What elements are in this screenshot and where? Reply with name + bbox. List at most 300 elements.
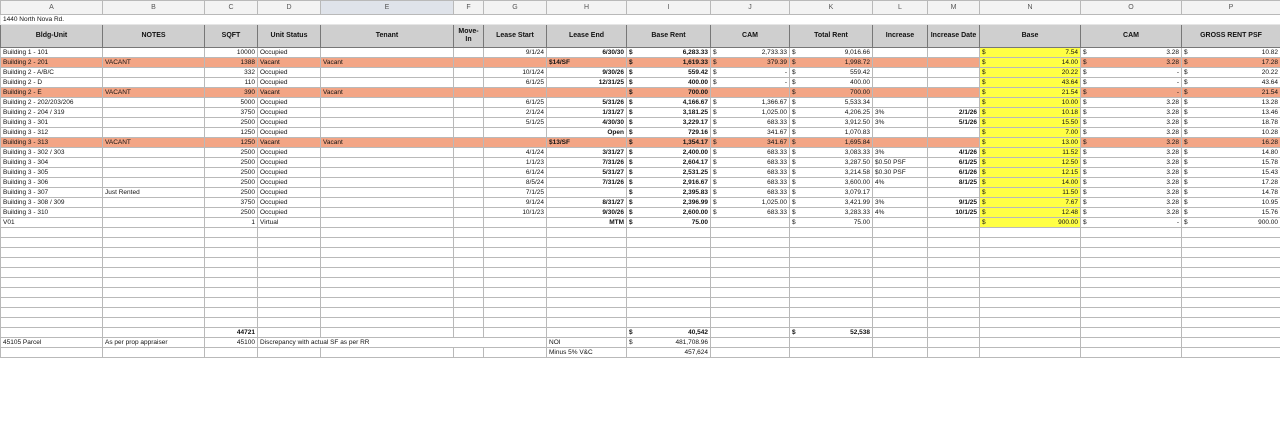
column-header[interactable]: CAM xyxy=(711,25,790,48)
unit-cell[interactable]: Building 3 - 306 xyxy=(1,178,103,188)
empty-cell[interactable] xyxy=(1081,348,1182,358)
empty-cell[interactable] xyxy=(711,288,790,298)
sqft-cell[interactable]: 332 xyxy=(205,68,258,78)
empty-cell[interactable] xyxy=(873,248,928,258)
empty-cell[interactable] xyxy=(258,258,321,268)
empty-cell[interactable] xyxy=(928,288,980,298)
column-header[interactable]: Base Rent xyxy=(627,25,711,48)
psf-cam-cell[interactable] xyxy=(1081,58,1182,68)
increase-cell[interactable]: $0.50 PSF xyxy=(873,158,928,168)
empty-cell[interactable] xyxy=(627,308,711,318)
lease-start-cell[interactable]: 1/1/23 xyxy=(484,158,547,168)
lease-end-cell[interactable]: 5/31/26 xyxy=(547,98,627,108)
sqft-cell[interactable]: 2500 xyxy=(205,168,258,178)
status-cell[interactable]: Vacant xyxy=(258,138,321,148)
status-cell[interactable]: Virtual xyxy=(258,218,321,228)
empty-cell[interactable] xyxy=(1182,228,1280,238)
column-header[interactable]: Bldg-Unit xyxy=(1,25,103,48)
minus-label-cell[interactable]: Minus 5% V&C xyxy=(547,348,627,358)
property-title[interactable]: 1440 North Nova Rd. xyxy=(1,15,1280,25)
increase-cell[interactable]: 3% xyxy=(873,148,928,158)
empty-cell[interactable] xyxy=(454,268,484,278)
psf-base-cell[interactable] xyxy=(980,188,1081,198)
psf-cam-cell[interactable] xyxy=(1081,98,1182,108)
psf-cam-cell[interactable] xyxy=(1081,148,1182,158)
column-letter-g[interactable]: G xyxy=(484,1,547,15)
lease-start-cell[interactable]: 6/1/24 xyxy=(484,168,547,178)
psf-base-cell[interactable] xyxy=(980,48,1081,58)
appraiser-sqft-cell[interactable]: 45100 xyxy=(205,338,258,348)
empty-cell[interactable] xyxy=(1081,278,1182,288)
increase-date-cell[interactable] xyxy=(928,48,980,58)
lease-start-cell[interactable]: 10/1/24 xyxy=(484,68,547,78)
psf-base-cell[interactable] xyxy=(980,98,1081,108)
sqft-cell[interactable]: 110 xyxy=(205,78,258,88)
status-cell[interactable]: Occupied xyxy=(258,188,321,198)
notes-cell[interactable] xyxy=(103,218,205,228)
column-letter-o[interactable]: O xyxy=(1081,1,1182,15)
sqft-cell[interactable]: 390 xyxy=(205,88,258,98)
increase-cell[interactable]: $0.30 PSF xyxy=(873,168,928,178)
empty-cell[interactable] xyxy=(1182,298,1280,308)
increase-date-cell[interactable]: 6/1/25 xyxy=(928,158,980,168)
empty-cell[interactable] xyxy=(258,318,321,328)
total-rent-cell[interactable] xyxy=(790,58,873,68)
empty-cell[interactable] xyxy=(627,228,711,238)
lease-start-cell[interactable]: 5/1/25 xyxy=(484,118,547,128)
increase-cell[interactable] xyxy=(873,68,928,78)
cam-cell[interactable] xyxy=(711,78,790,88)
empty-cell[interactable] xyxy=(1081,288,1182,298)
cam-cell[interactable] xyxy=(711,128,790,138)
tenant-cell[interactable]: Vacant xyxy=(321,88,454,98)
column-header[interactable]: Increase Date xyxy=(928,25,980,48)
lease-start-cell[interactable] xyxy=(484,58,547,68)
notes-cell[interactable] xyxy=(103,148,205,158)
empty-cell[interactable] xyxy=(484,328,547,338)
cam-cell[interactable] xyxy=(711,188,790,198)
lease-end-cell[interactable]: 3/31/27 xyxy=(547,148,627,158)
empty-cell[interactable] xyxy=(928,298,980,308)
empty-cell[interactable] xyxy=(103,238,205,248)
empty-cell[interactable] xyxy=(711,298,790,308)
empty-cell[interactable] xyxy=(928,248,980,258)
sqft-cell[interactable]: 2500 xyxy=(205,178,258,188)
move-in-cell[interactable] xyxy=(454,68,484,78)
empty-cell[interactable] xyxy=(928,258,980,268)
cam-cell[interactable] xyxy=(711,68,790,78)
total-rent-cell[interactable] xyxy=(790,148,873,158)
column-letter-e[interactable]: E xyxy=(321,1,454,15)
empty-cell[interactable] xyxy=(790,268,873,278)
empty-cell[interactable] xyxy=(103,328,205,338)
tenant-cell[interactable]: Vacant xyxy=(321,138,454,148)
empty-cell[interactable] xyxy=(321,348,454,358)
empty-cell[interactable] xyxy=(1081,338,1182,348)
gross-psf-cell[interactable] xyxy=(1182,218,1280,228)
lease-end-cell[interactable]: $14/SF xyxy=(547,58,627,68)
lease-start-cell[interactable]: 10/1/23 xyxy=(484,208,547,218)
status-cell[interactable]: Occupied xyxy=(258,108,321,118)
status-cell[interactable]: Occupied xyxy=(258,168,321,178)
lease-end-cell[interactable]: $13/SF xyxy=(547,138,627,148)
lease-end-cell[interactable]: 12/31/25 xyxy=(547,78,627,88)
lease-end-cell[interactable] xyxy=(547,88,627,98)
move-in-cell[interactable] xyxy=(454,168,484,178)
psf-base-cell[interactable] xyxy=(980,118,1081,128)
lease-end-cell[interactable]: 7/31/26 xyxy=(547,158,627,168)
cam-cell[interactable] xyxy=(711,88,790,98)
increase-cell[interactable]: 3% xyxy=(873,198,928,208)
lease-end-cell[interactable]: 4/30/30 xyxy=(547,118,627,128)
empty-cell[interactable] xyxy=(205,238,258,248)
unit-cell[interactable]: Building 3 - 305 xyxy=(1,168,103,178)
psf-cam-cell[interactable] xyxy=(1081,168,1182,178)
empty-cell[interactable] xyxy=(547,298,627,308)
empty-cell[interactable] xyxy=(454,278,484,288)
lease-end-cell[interactable]: 1/31/27 xyxy=(547,108,627,118)
base-rent-cell[interactable] xyxy=(627,198,711,208)
move-in-cell[interactable] xyxy=(454,118,484,128)
empty-cell[interactable] xyxy=(547,268,627,278)
psf-cam-cell[interactable] xyxy=(1081,68,1182,78)
increase-cell[interactable]: 3% xyxy=(873,118,928,128)
empty-cell[interactable] xyxy=(980,248,1081,258)
empty-cell[interactable] xyxy=(1081,298,1182,308)
increase-date-cell[interactable] xyxy=(928,188,980,198)
move-in-cell[interactable] xyxy=(454,88,484,98)
lease-start-cell[interactable]: 2/1/24 xyxy=(484,108,547,118)
psf-cam-cell[interactable] xyxy=(1081,138,1182,148)
psf-cam-cell[interactable] xyxy=(1081,118,1182,128)
lease-start-cell[interactable]: 7/1/25 xyxy=(484,188,547,198)
lease-start-cell[interactable]: 9/1/24 xyxy=(484,48,547,58)
sqft-cell[interactable]: 2500 xyxy=(205,158,258,168)
psf-base-cell[interactable] xyxy=(980,88,1081,98)
total-base-rent-cell[interactable] xyxy=(627,328,711,338)
psf-cam-cell[interactable] xyxy=(1081,158,1182,168)
cam-cell[interactable] xyxy=(711,138,790,148)
empty-cell[interactable] xyxy=(873,278,928,288)
empty-cell[interactable] xyxy=(980,278,1081,288)
empty-cell[interactable] xyxy=(980,228,1081,238)
tenant-cell[interactable] xyxy=(321,148,454,158)
empty-cell[interactable] xyxy=(1,308,103,318)
unit-cell[interactable]: Building 2 - E xyxy=(1,88,103,98)
empty-cell[interactable] xyxy=(1,288,103,298)
move-in-cell[interactable] xyxy=(454,148,484,158)
empty-cell[interactable] xyxy=(484,348,547,358)
unit-cell[interactable]: Building 3 - 302 / 303 xyxy=(1,148,103,158)
psf-base-cell[interactable] xyxy=(980,68,1081,78)
cam-cell[interactable] xyxy=(711,178,790,188)
empty-cell[interactable] xyxy=(1182,348,1280,358)
notes-cell[interactable] xyxy=(103,48,205,58)
empty-cell[interactable] xyxy=(928,348,980,358)
increase-cell[interactable] xyxy=(873,128,928,138)
parcel-label-cell[interactable]: 45105 Parcel xyxy=(1,338,103,348)
column-letter-h[interactable]: H xyxy=(547,1,627,15)
total-rent-cell[interactable] xyxy=(790,178,873,188)
total-rent-cell[interactable] xyxy=(790,208,873,218)
empty-cell[interactable] xyxy=(454,328,484,338)
empty-cell[interactable] xyxy=(205,248,258,258)
empty-cell[interactable] xyxy=(873,328,928,338)
empty-cell[interactable] xyxy=(1182,268,1280,278)
empty-cell[interactable] xyxy=(980,328,1081,338)
move-in-cell[interactable] xyxy=(454,98,484,108)
empty-cell[interactable] xyxy=(547,288,627,298)
increase-cell[interactable] xyxy=(873,48,928,58)
notes-cell[interactable] xyxy=(103,118,205,128)
empty-cell[interactable] xyxy=(454,258,484,268)
increase-cell[interactable] xyxy=(873,88,928,98)
tenant-cell[interactable]: Vacant xyxy=(321,58,454,68)
empty-cell[interactable] xyxy=(928,228,980,238)
noi-label-cell[interactable]: NOI xyxy=(547,338,627,348)
increase-date-cell[interactable]: 8/1/25 xyxy=(928,178,980,188)
move-in-cell[interactable] xyxy=(454,78,484,88)
increase-date-cell[interactable] xyxy=(928,68,980,78)
empty-cell[interactable] xyxy=(711,268,790,278)
sqft-cell[interactable]: 1250 xyxy=(205,128,258,138)
empty-cell[interactable] xyxy=(547,318,627,328)
empty-cell[interactable] xyxy=(1081,248,1182,258)
empty-cell[interactable] xyxy=(873,268,928,278)
empty-cell[interactable] xyxy=(205,318,258,328)
empty-cell[interactable] xyxy=(321,318,454,328)
empty-cell[interactable] xyxy=(547,238,627,248)
gross-psf-cell[interactable] xyxy=(1182,128,1280,138)
tenant-cell[interactable] xyxy=(321,188,454,198)
gross-psf-cell[interactable] xyxy=(1182,188,1280,198)
empty-cell[interactable] xyxy=(873,338,928,348)
sqft-cell[interactable]: 10000 xyxy=(205,48,258,58)
tenant-cell[interactable] xyxy=(321,98,454,108)
empty-cell[interactable] xyxy=(790,228,873,238)
empty-cell[interactable] xyxy=(454,318,484,328)
cam-cell[interactable] xyxy=(711,208,790,218)
empty-cell[interactable] xyxy=(928,238,980,248)
empty-cell[interactable] xyxy=(790,308,873,318)
empty-cell[interactable] xyxy=(1081,328,1182,338)
column-letter-i[interactable]: I xyxy=(627,1,711,15)
empty-cell[interactable] xyxy=(454,348,484,358)
empty-cell[interactable] xyxy=(873,228,928,238)
psf-cam-cell[interactable] xyxy=(1081,218,1182,228)
empty-cell[interactable] xyxy=(1,328,103,338)
empty-cell[interactable] xyxy=(205,228,258,238)
gross-psf-cell[interactable] xyxy=(1182,138,1280,148)
empty-cell[interactable] xyxy=(873,238,928,248)
total-rent-cell[interactable] xyxy=(790,158,873,168)
notes-cell[interactable]: Just Rented xyxy=(103,188,205,198)
column-letter-l[interactable]: L xyxy=(873,1,928,15)
empty-cell[interactable] xyxy=(484,268,547,278)
move-in-cell[interactable] xyxy=(454,58,484,68)
column-header[interactable]: Tenant xyxy=(321,25,454,48)
empty-cell[interactable] xyxy=(321,258,454,268)
empty-cell[interactable] xyxy=(547,258,627,268)
empty-cell[interactable] xyxy=(321,288,454,298)
notes-cell[interactable] xyxy=(103,158,205,168)
empty-cell[interactable] xyxy=(980,298,1081,308)
empty-cell[interactable] xyxy=(454,298,484,308)
lease-end-cell[interactable] xyxy=(547,188,627,198)
increase-date-cell[interactable] xyxy=(928,88,980,98)
gross-psf-cell[interactable] xyxy=(1182,78,1280,88)
empty-cell[interactable] xyxy=(1,318,103,328)
lease-start-cell[interactable]: 4/1/24 xyxy=(484,148,547,158)
gross-psf-cell[interactable] xyxy=(1182,118,1280,128)
empty-cell[interactable] xyxy=(484,288,547,298)
base-rent-cell[interactable] xyxy=(627,118,711,128)
empty-cell[interactable] xyxy=(484,298,547,308)
total-rent-cell[interactable] xyxy=(790,68,873,78)
empty-cell[interactable] xyxy=(1,348,103,358)
empty-cell[interactable] xyxy=(258,248,321,258)
empty-cell[interactable] xyxy=(1,268,103,278)
empty-cell[interactable] xyxy=(1182,308,1280,318)
status-cell[interactable]: Occupied xyxy=(258,78,321,88)
increase-date-cell[interactable] xyxy=(928,138,980,148)
cam-cell[interactable] xyxy=(711,198,790,208)
empty-cell[interactable] xyxy=(1081,238,1182,248)
psf-base-cell[interactable] xyxy=(980,108,1081,118)
total-rent-cell[interactable] xyxy=(790,198,873,208)
lease-start-cell[interactable]: 8/5/24 xyxy=(484,178,547,188)
status-cell[interactable]: Occupied xyxy=(258,208,321,218)
psf-base-cell[interactable] xyxy=(980,78,1081,88)
lease-start-cell[interactable] xyxy=(484,138,547,148)
empty-cell[interactable] xyxy=(790,258,873,268)
base-rent-cell[interactable] xyxy=(627,148,711,158)
empty-cell[interactable] xyxy=(1182,338,1280,348)
empty-cell[interactable] xyxy=(1,248,103,258)
increase-cell[interactable] xyxy=(873,218,928,228)
psf-cam-cell[interactable] xyxy=(1081,208,1182,218)
column-letter-d[interactable]: D xyxy=(258,1,321,15)
empty-cell[interactable] xyxy=(103,278,205,288)
empty-cell[interactable] xyxy=(258,288,321,298)
empty-cell[interactable] xyxy=(928,338,980,348)
increase-date-cell[interactable] xyxy=(928,58,980,68)
unit-cell[interactable]: V01 xyxy=(1,218,103,228)
empty-cell[interactable] xyxy=(547,328,627,338)
gross-psf-cell[interactable] xyxy=(1182,158,1280,168)
status-cell[interactable]: Occupied xyxy=(258,178,321,188)
increase-date-cell[interactable] xyxy=(928,98,980,108)
column-letter-a[interactable]: A xyxy=(1,1,103,15)
empty-cell[interactable] xyxy=(103,348,205,358)
empty-cell[interactable] xyxy=(205,308,258,318)
base-rent-cell[interactable] xyxy=(627,78,711,88)
empty-cell[interactable] xyxy=(258,238,321,248)
empty-cell[interactable] xyxy=(258,348,321,358)
notes-cell[interactable] xyxy=(103,108,205,118)
empty-cell[interactable] xyxy=(454,308,484,318)
empty-cell[interactable] xyxy=(928,308,980,318)
increase-date-cell[interactable]: 6/1/26 xyxy=(928,168,980,178)
empty-cell[interactable] xyxy=(790,238,873,248)
empty-cell[interactable] xyxy=(205,278,258,288)
column-header[interactable]: Move-In xyxy=(454,25,484,48)
increase-cell[interactable] xyxy=(873,78,928,88)
cam-cell[interactable] xyxy=(711,48,790,58)
gross-psf-cell[interactable] xyxy=(1182,148,1280,158)
empty-cell[interactable] xyxy=(484,238,547,248)
empty-cell[interactable] xyxy=(321,298,454,308)
increase-date-cell[interactable]: 5/1/26 xyxy=(928,118,980,128)
column-letter-j[interactable]: J xyxy=(711,1,790,15)
column-letter-b[interactable]: B xyxy=(103,1,205,15)
empty-cell[interactable] xyxy=(1081,258,1182,268)
empty-cell[interactable] xyxy=(873,348,928,358)
empty-cell[interactable] xyxy=(711,248,790,258)
gross-psf-cell[interactable] xyxy=(1182,98,1280,108)
column-letter-f[interactable]: F xyxy=(454,1,484,15)
empty-cell[interactable] xyxy=(205,258,258,268)
empty-cell[interactable] xyxy=(980,268,1081,278)
empty-cell[interactable] xyxy=(258,228,321,238)
sqft-cell[interactable]: 1250 xyxy=(205,138,258,148)
empty-cell[interactable] xyxy=(103,298,205,308)
increase-cell[interactable]: 4% xyxy=(873,208,928,218)
base-rent-cell[interactable] xyxy=(627,158,711,168)
empty-cell[interactable] xyxy=(790,348,873,358)
unit-cell[interactable]: Building 3 - 304 xyxy=(1,158,103,168)
empty-cell[interactable] xyxy=(1182,258,1280,268)
cam-cell[interactable] xyxy=(711,158,790,168)
column-header[interactable]: CAM xyxy=(1081,25,1182,48)
psf-cam-cell[interactable] xyxy=(1081,128,1182,138)
column-header[interactable]: GROSS RENT PSF xyxy=(1182,25,1280,48)
total-rent-sum-cell[interactable] xyxy=(790,328,873,338)
empty-cell[interactable] xyxy=(484,258,547,268)
gross-psf-cell[interactable] xyxy=(1182,178,1280,188)
increase-cell[interactable]: 4% xyxy=(873,178,928,188)
sqft-cell[interactable]: 1388 xyxy=(205,58,258,68)
empty-cell[interactable] xyxy=(928,268,980,278)
empty-cell[interactable] xyxy=(711,348,790,358)
empty-cell[interactable] xyxy=(790,248,873,258)
psf-cam-cell[interactable] xyxy=(1081,198,1182,208)
empty-cell[interactable] xyxy=(711,278,790,288)
increase-date-cell[interactable]: 10/1/25 xyxy=(928,208,980,218)
column-header[interactable]: Total Rent xyxy=(790,25,873,48)
notes-cell[interactable] xyxy=(103,198,205,208)
lease-start-cell[interactable]: 9/1/24 xyxy=(484,198,547,208)
psf-base-cell[interactable] xyxy=(980,58,1081,68)
column-header[interactable]: SQFT xyxy=(205,25,258,48)
empty-cell[interactable] xyxy=(980,308,1081,318)
status-cell[interactable]: Occupied xyxy=(258,158,321,168)
total-rent-cell[interactable] xyxy=(790,128,873,138)
lease-end-cell[interactable]: 8/31/27 xyxy=(547,198,627,208)
empty-cell[interactable] xyxy=(484,228,547,238)
empty-cell[interactable] xyxy=(205,298,258,308)
gross-psf-cell[interactable] xyxy=(1182,58,1280,68)
empty-cell[interactable] xyxy=(454,288,484,298)
gross-psf-cell[interactable] xyxy=(1182,198,1280,208)
empty-cell[interactable] xyxy=(627,298,711,308)
empty-cell[interactable] xyxy=(980,338,1081,348)
tenant-cell[interactable] xyxy=(321,128,454,138)
unit-cell[interactable]: Building 2 - A/B/C xyxy=(1,68,103,78)
increase-date-cell[interactable]: 9/1/25 xyxy=(928,198,980,208)
empty-cell[interactable] xyxy=(321,308,454,318)
empty-cell[interactable] xyxy=(321,328,454,338)
